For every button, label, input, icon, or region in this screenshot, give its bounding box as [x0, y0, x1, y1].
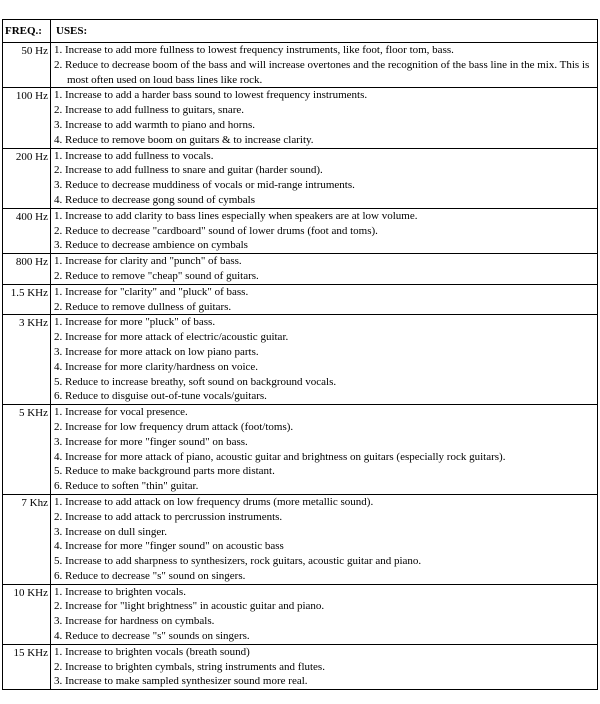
uses-cell	[51, 494, 598, 584]
use-item: 3. Increase for more "finger sound" on bass.	[54, 435, 248, 448]
use-item: 1. Increase for vocal presence.	[54, 406, 188, 419]
use-item: 2. Increase to add attack to percrussion instruments.	[54, 510, 283, 523]
use-item: 4. Increase for more attack of piano, acoustic guitar and brightness on guitars (especially rock guitars).	[54, 450, 506, 463]
table-row	[3, 584, 598, 644]
uses-cell	[51, 88, 598, 148]
uses-cell	[51, 208, 598, 253]
use-item: 3. Increase to make sampled synthesizer sound more real.	[54, 675, 308, 688]
use-item: 3. Increase to add warmth to piano and horns.	[54, 118, 255, 131]
use-item: 3. Reduce to decrease muddiness of vocals or mid-range intruments.	[54, 179, 355, 192]
use-item: 6. Reduce to disguise out-of-tune vocals/guitars.	[54, 390, 267, 403]
table-body	[3, 43, 598, 690]
table-row	[3, 208, 598, 253]
table-row	[3, 284, 598, 315]
frequency-cell: 15 KHz	[3, 644, 51, 689]
uses-column-header: USES:	[51, 20, 598, 43]
use-item: 2. Increase to add fullness to guitars, snare.	[54, 104, 244, 117]
use-item: 5. Reduce to increase breathy, soft sound on background vocals.	[54, 375, 337, 388]
use-item: 3. Reduce to decrease ambience on cymbals	[54, 239, 248, 252]
uses-cell	[51, 284, 598, 315]
use-item: 2. Increase to brighten cymbals, string instruments and flutes.	[54, 660, 325, 673]
use-item: 4. Increase for more "finger sound" on acoustic bass	[54, 540, 284, 553]
use-item: 1. Increase to add a harder bass sound to lowest frequency instruments.	[54, 89, 368, 102]
use-item: 1. Increase to add attack on low frequency drums (more metallic sound).	[54, 495, 374, 508]
uses-cell	[51, 148, 598, 208]
use-item: 4. Increase for more clarity/hardness on voice.	[54, 360, 259, 373]
frequency-cell: 50 Hz	[3, 43, 51, 88]
use-item: 2. Reduce to remove dullness of guitars.	[54, 300, 232, 313]
frequency-cell: 5 KHz	[3, 405, 51, 495]
use-item: 2. Increase to add fullness to snare and guitar (harder sound).	[54, 164, 323, 177]
use-item: 1. Increase for clarity and "punch" of bass.	[54, 255, 242, 268]
use-item: 1. Increase to add fullness to vocals.	[54, 149, 214, 162]
uses-cell	[51, 644, 598, 689]
uses-cell	[51, 315, 598, 405]
use-item: 1. Increase to add clarity to bass lines especially when speakers are at low volume.	[54, 209, 418, 222]
frequency-cell: 400 Hz	[3, 208, 51, 253]
frequency-cell: 10 KHz	[3, 584, 51, 644]
freq-column-header: FREQ.:	[3, 20, 51, 43]
table-row	[3, 88, 598, 148]
use-item: 6. Reduce to soften "thin" guitar.	[54, 480, 199, 493]
uses-cell	[51, 254, 598, 285]
table-row	[3, 405, 598, 495]
use-item: 1. Increase for more "pluck" of bass.	[54, 316, 216, 329]
use-item: 2. Increase for "light brightness" in acoustic guitar and piano.	[54, 600, 325, 613]
eq-frequency-table	[2, 19, 598, 690]
use-item: 1. Increase for "clarity" and "pluck" of bass.	[54, 285, 249, 298]
frequency-cell: 100 Hz	[3, 88, 51, 148]
use-item: 1. Increase to brighten vocals (breath sound)	[54, 645, 250, 658]
eq-frequency-table-container	[2, 19, 597, 690]
uses-cell	[51, 43, 598, 88]
use-item: 1. Increase to brighten vocals.	[54, 585, 186, 598]
use-item: 2. Reduce to decrease "cardboard" sound of lower drums (foot and toms).	[54, 224, 378, 237]
use-item: 2. Increase for low frequency drum attack (foot/toms).	[54, 420, 294, 433]
use-item: 5. Reduce to make background parts more distant.	[54, 465, 275, 478]
header-row	[3, 20, 598, 43]
frequency-cell: 3 KHz	[3, 315, 51, 405]
frequency-cell: 1.5 KHz	[3, 284, 51, 315]
use-item: 2. Reduce to decrease boom of the bass and will increase overtones and the recognition of the bass line in the mix. This is most often used on loud bass lines like rock.	[54, 58, 590, 86]
use-item: 3. Increase on dull singer.	[54, 525, 168, 538]
use-item: 3. Increase for more attack on low piano parts.	[54, 345, 259, 358]
use-item: 4. Reduce to decrease "s" sounds on singers.	[54, 630, 250, 643]
table-row	[3, 644, 598, 689]
use-item: 2. Reduce to remove "cheap" sound of guitars.	[54, 269, 259, 282]
uses-cell	[51, 584, 598, 644]
use-item: 3. Increase for hardness on cymbals.	[54, 615, 215, 628]
uses-cell	[51, 405, 598, 495]
table-row	[3, 315, 598, 405]
use-item: 5. Increase to add sharpness to synthesizers, rock guitars, acoustic guitar and piano.	[54, 555, 422, 568]
use-item: 6. Reduce to decrease "s" sound on singers.	[54, 569, 246, 582]
table-row	[3, 254, 598, 285]
use-item: 4. Reduce to decrease gong sound of cymbals	[54, 193, 255, 206]
frequency-cell: 7 Khz	[3, 494, 51, 584]
table-row	[3, 43, 598, 88]
table-row	[3, 494, 598, 584]
use-item: 2. Increase for more attack of electric/acoustic guitar.	[54, 331, 289, 344]
use-item: 1. Increase to add more fullness to lowest frequency instruments, like foot, floor tom, bass.	[54, 44, 454, 56]
use-item: 4. Reduce to remove boom on guitars & to increase clarity.	[54, 133, 314, 146]
frequency-cell: 200 Hz	[3, 148, 51, 208]
table-row	[3, 148, 598, 208]
frequency-cell: 800 Hz	[3, 254, 51, 285]
